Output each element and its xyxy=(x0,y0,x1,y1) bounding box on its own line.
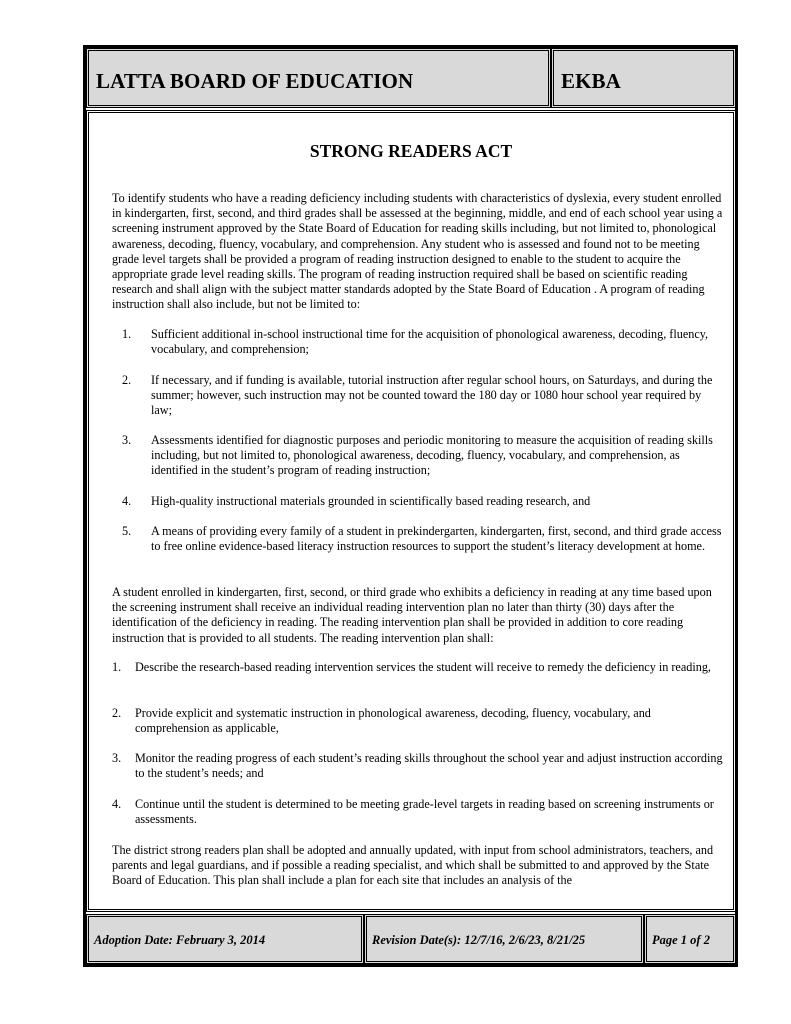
list-item-number: 1. xyxy=(112,660,122,674)
list-item-text: A means of providing every family of a student in prekindergarten, kindergarten, first, second, and third grade access to free online evidence-based literacy instruction resources to support the student’s literacy development at home. xyxy=(151,524,722,554)
list-item-text: Continue until the student is determined to be meeting grade-level targets in reading based on screening instruments or assessments. xyxy=(135,797,714,827)
footer-adoption-box xyxy=(86,914,364,964)
plan-intro-paragraph: A student enrolled in kindergarten, first, second, or third grade who exhibits a deficiency in reading at any time based upon the screening instrument shall receive an individual reading intervention plan no later than thirty (30) days after the identification of the deficiency in reading. The reading intervention plan shall be provided in addition to core reading instruction that is provided to all students. The reading intervention plan shall: xyxy=(112,585,712,645)
list-item-text: Monitor the reading progress of each student’s reading skills throughout the school year and adjust instruction according to the student’s needs; and xyxy=(135,751,723,781)
closing-paragraph: The district strong readers plan shall be adopted and annually updated, with input from school administrators, teachers, and parents and legal guardians, and if possible a reading specialist, and which shall be submitted to and approved by the State Board of Education. This plan shall include a plan for each site that includes an analysis of the xyxy=(112,843,714,888)
list-item-number: 4. xyxy=(112,797,122,811)
document-title: STRONG READERS ACT xyxy=(309,141,513,161)
list-item-text: Describe the research-based reading intervention services the student will receive to remedy the deficiency in reading, xyxy=(135,660,711,674)
list-item-text: Assessments identified for diagnostic purposes and periodic monitoring to measure the acquisition of reading skills including, but not limited to, phonological awareness, decoding, fluency, vocabulary, and comprehension, as identified in the student’s program of reading instruction; xyxy=(151,433,713,478)
list-item-number: 4. xyxy=(122,494,132,508)
revision-dates: Revision Date(s): 12/7/16, 2/6/23, 8/21/25 xyxy=(372,933,586,947)
adoption-date: Adoption Date: February 3, 2014 xyxy=(94,933,266,947)
list-item-text: High-quality instructional materials grounded in scientifically based reading research, and xyxy=(151,494,591,508)
footer-page-box xyxy=(644,914,736,964)
list-item-number: 3. xyxy=(122,433,132,447)
policy-code: EKBA xyxy=(561,69,621,93)
header-organization-box xyxy=(86,48,551,108)
header-code-box xyxy=(551,48,736,108)
list-item-number: 5. xyxy=(122,524,132,538)
list-item-text: Provide explicit and systematic instruction in phonological awareness, decoding, fluency, vocabulary, and comprehension as applicable, xyxy=(135,706,651,736)
list-item-number: 2. xyxy=(122,373,132,387)
list-item-number: 2. xyxy=(112,706,122,720)
list-item-text: If necessary, and if funding is available, tutorial instruction after regular school hours, on Saturdays, and during the summer; however, such instruction may not be counted toward the 180 day or 1080 hour school year required by law; xyxy=(151,373,713,418)
organization-name: LATTA BOARD OF EDUCATION xyxy=(96,69,414,93)
footer-revision-box xyxy=(364,914,644,964)
page-number: Page 1 of 2 xyxy=(652,933,710,947)
list-item-number: 1. xyxy=(122,327,132,341)
intro-paragraph: To identify students who have a reading deficiency including students with characteristics of dyslexia, every student enrolled in kindergarten, first, second, and third grades shall be assessed at the beginning, middle, and end of each school year using a screening instrument approved by the State Board of Education for reading skills including, but not limited to, phonological awareness, decoding, fluency, vocabulary, and comprehension. Any student who is assessed and found not to be meeting grade level targets shall be provided a program of reading instruction designed to enable to the student to acquire the appropriate grade level reading skills. The program of reading instruction required shall be based on scientific reading research and shall align with the subject matter standards adopted by the State Board of Education . A program of reading instruction shall also include, but not be limited to: xyxy=(112,191,723,312)
list-item-text: Sufficient additional in-school instructional time for the acquisition of phonological awareness, decoding, fluency, vocabulary, and comprehension; xyxy=(151,327,709,357)
list-item-number: 3. xyxy=(112,751,122,765)
